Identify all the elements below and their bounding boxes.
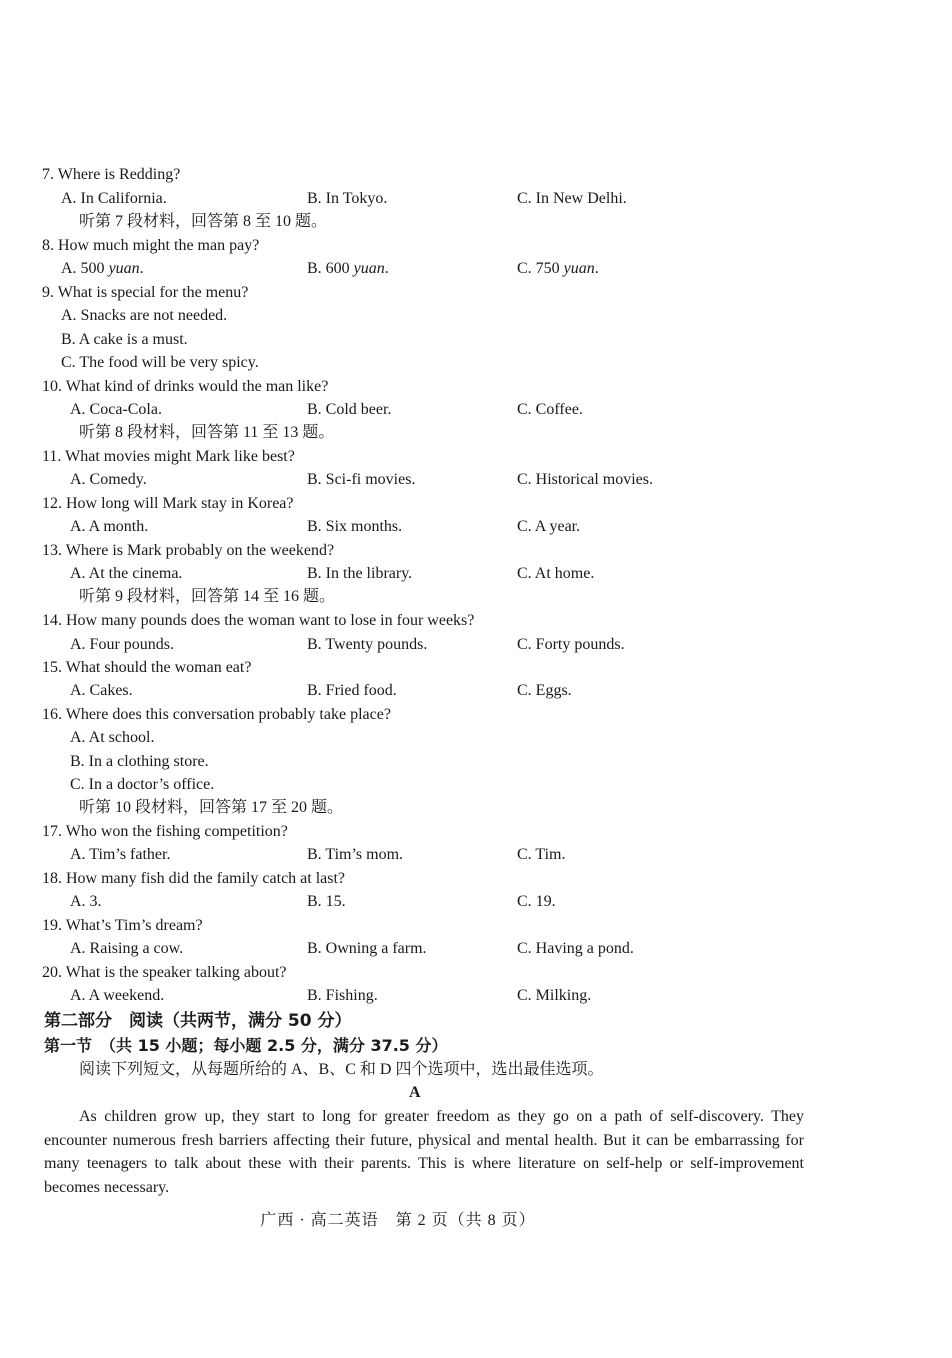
q18-option-c: C. 19. [517,893,556,910]
q18-option-a: A. 3. [70,893,102,910]
passage-label: A [409,1084,421,1101]
q10-option-b: B. Cold beer. [307,401,392,418]
q17-option-a: A. Tim’s father. [70,846,171,863]
q11-option-c: C. Historical movies. [517,471,653,488]
q16-option-c: C. In a doctor’s office. [70,776,215,793]
question-8: 8. How much might the man pay? [42,237,260,254]
q15-option-b: B. Fried food. [307,682,397,699]
q8-option-c: C. 750 yuan. [517,260,599,277]
q19-option-c: C. Having a pond. [517,940,634,957]
q14-option-b: B. Twenty pounds. [307,636,428,653]
q15-option-c: C. Eggs. [517,682,572,699]
question-9: 9. What is special for the menu? [42,284,249,301]
q20-option-a: A. A weekend. [70,987,165,1004]
part-two-heading: 第二部分 阅读（共两节，满分 50 分） [44,1011,352,1031]
q14-option-a: A. Four pounds. [70,636,175,653]
question-10: 10. What kind of drinks would the man like? [42,378,329,395]
q8-option-b: B. 600 yuan. [307,260,389,277]
q7-option-a: A. In California. [61,190,167,207]
q9-option-a: A. Snacks are not needed. [61,307,228,324]
q16-option-b: B. In a clothing store. [70,753,209,770]
q12-option-b: B. Six months. [307,518,403,535]
q13-option-c: C. At home. [517,565,595,582]
q11-option-a: A. Comedy. [70,471,147,488]
question-13: 13. Where is Mark probably on the weekend? [42,542,335,559]
section-one-heading: 第一节 （共 15 小题；每小题 2.5 分，满分 37.5 分） [44,1036,448,1055]
q17-option-b: B. Tim’s mom. [307,846,404,863]
q13-option-b: B. In the library. [307,565,413,582]
q10-option-a: A. Coca-Cola. [70,401,162,418]
question-14: 14. How many pounds does the woman want to lose in four weeks? [42,612,475,629]
q12-option-a: A. A month. [70,518,149,535]
q8-option-a: A. 500 yuan. [61,260,144,277]
q19-option-a: A. Raising a cow. [70,940,184,957]
instruction-segment-8: 听第 8 段材料，回答第 11 至 13 题。 [79,424,335,441]
q11-option-b: B. Sci-fi movies. [307,471,416,488]
question-18: 18. How many fish did the family catch at last? [42,870,346,887]
instruction-segment-9: 听第 9 段材料，回答第 14 至 16 题。 [79,588,336,605]
instruction-segment-10: 听第 10 段材料，回答第 17 至 20 题。 [79,799,344,816]
q19-option-b: B. Owning a farm. [307,940,427,957]
q7-option-b: B. In Tokyo. [307,190,388,207]
q13-option-a: A. At the cinema. [70,565,183,582]
q14-option-c: C. Forty pounds. [517,636,625,653]
question-15: 15. What should the woman eat? [42,659,252,676]
question-19: 19. What’s Tim’s dream? [42,917,203,934]
q16-option-a: A. At school. [70,729,155,746]
question-16: 16. Where does this conversation probably take place? [42,706,391,723]
instruction-segment-7: 听第 7 段材料，回答第 8 至 10 题。 [79,213,328,230]
q20-option-c: C. Milking. [517,987,592,1004]
q17-option-c: C. Tim. [517,846,566,863]
question-12: 12. How long will Mark stay in Korea? [42,495,294,512]
q15-option-a: A. Cakes. [70,682,133,699]
q7-option-c: C. In New Delhi. [517,190,627,207]
q10-option-c: C. Coffee. [517,401,583,418]
q12-option-c: C. A year. [517,518,581,535]
passage-a-paragraph: As children grow up, they start to long for greater freedom as they go on a path of self-discovery. They encounter numerous fresh barriers affecting their future, physical and mental health. But it can be embarrassing for many teenagers to talk about these with their parents. This is where literature on self-help or self-improvement becomes necessary. [44,1108,804,1196]
q9-option-c: C. The food will be very spicy. [61,354,259,371]
page-footer: 广西 · 高二英语 第 2 页（共 8 页） [260,1212,536,1229]
q9-option-b: B. A cake is a must. [61,331,188,348]
reading-directions: 阅读下列短文，从每题所给的 A、B、C 和 D 四个选项中，选出最佳选项。 [79,1061,604,1078]
question-11: 11. What movies might Mark like best? [42,448,295,465]
question-20: 20. What is the speaker talking about? [42,964,287,981]
q20-option-b: B. Fishing. [307,987,378,1004]
q18-option-b: B. 15. [307,893,346,910]
question-17: 17. Who won the fishing competition? [42,823,288,840]
question-7: 7. Where is Redding? [42,166,181,183]
